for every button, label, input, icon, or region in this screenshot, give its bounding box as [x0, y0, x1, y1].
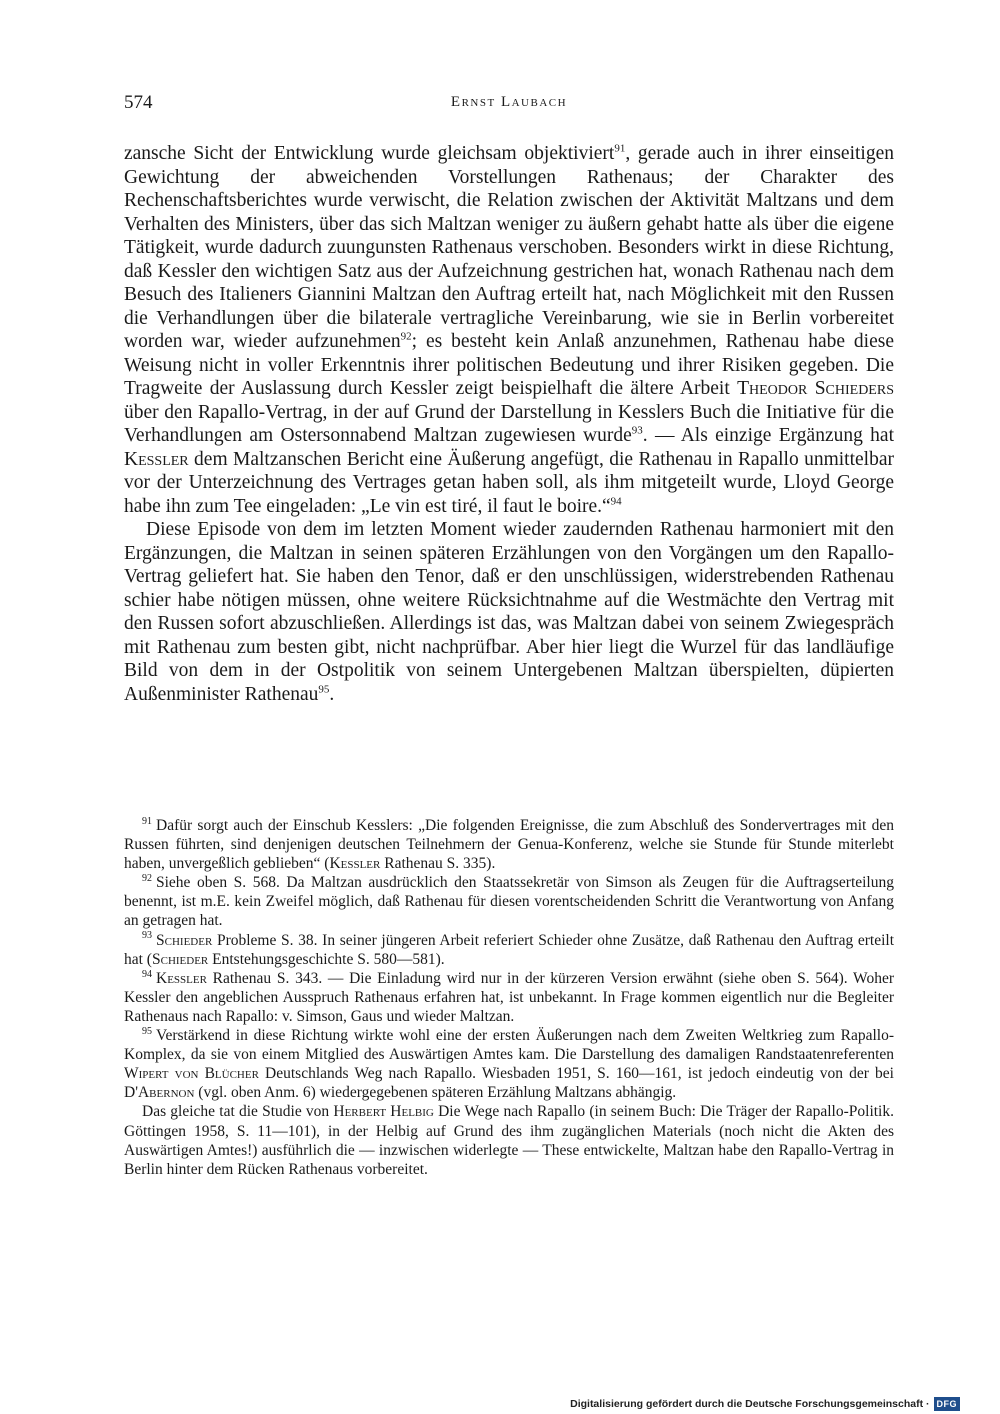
- credit-text: Digitalisierung gefördert durch die Deutsche Forschungsgemeinschaft ·: [570, 1398, 930, 1410]
- footnote-ref-92[interactable]: 92: [400, 330, 412, 343]
- dfg-logo-icon: DFG: [934, 1397, 961, 1411]
- footnote-ref-93[interactable]: 93: [631, 424, 643, 437]
- paragraph-2: Diese Episode von dem im letzten Moment wieder zaudernden Rathenau harmoniert mit den Ergänzungen, die Maltzan in seinen späteren Erzählungen von den Vorgängen um den Rapallo-Vertrag geliefert hat. Sie haben den Tenor, daß er den unschlüssigen, widerstrebenden Rathenau schier habe nötigen müssen, ohne weitere Rücksichtnahme auf die Westmächte den Vertrag mit den Russen sofort abzuschließen. Allerdings ist das, was Maltzan dabei von seinem Zwiegespräch mit Rathenau zum besten gibt, nicht nachprüfbar. Aber hier liegt die Wurzel für das landläufige Bild von dem in der Ostpolitik von seinem Untergebenen Maltzan überspielten, düpierten Außenminister Rathenau$^{95}$.: [124, 519, 894, 705]
- author-name: Kessler: [124, 448, 189, 470]
- digitization-credit: [570, 1396, 960, 1412]
- running-head: Ernst Laubach: [450, 94, 568, 110]
- page-header: [124, 92, 894, 120]
- footnote-ref-95[interactable]: 95: [318, 683, 330, 695]
- footnote-95: $^{95}$ Verstärkend in diese Richtung wirkte wohl eine der ersten Äußerungen nach dem Zweiten Weltkrieg zum Rapallo-Komplex, da sie von einem Mitglied des Auswärtigen Amtes kam. Die Darstellung des damaligen Randstaatenreferenten Wipert von Blücher Deutschlands Weg nach Rapallo. Wiesbaden 1951, S. 160—161, ist jedoch eindeutig von der bei D'Abernon (vgl. oben Anm. 6) wiedergegebenen späteren Erzählung Maltzans abhängig.: [124, 1025, 894, 1102]
- paragraph-1: zansche Sicht der Entwicklung wurde gleichsam objektiviert$^{91}$, gerade auch in ihrer einseitigen Gewichtung der abweichenden Vorstellungen Rathenaus; der Charakter des Rechenschaftsberichtes wurde verwischt, die Relation zwischen der Aktivität Maltzans und dem Verhalten des Ministers, über das sich Maltzan weniger zu äußern gehabt hatte als über die eigene Tätigkeit, wurde dadurch zuungunsten Rathenaus verschoben. Besonders wirkt in diese Richtung, daß Kessler den wichtigen Satz aus der Aufzeichnung gestrichen hat, wonach Rathenau nach dem Besuch des Italieners Giannini Maltzan den Auftrag erteilt hat, nach Möglichkeit mit den Russen die Verhandlungen über die bilaterale vertragliche Vereinbarung, wie sie in Berlin vorbereitet worden war, wieder aufzunehmen$^{92}$; es besteht kein Anlaß anzunehmen, Rathenau habe diese Weisung nicht in voller Erkenntnis ihrer politischen Bedeutung und ihrer Risiken gegeben. Die Tragweite der Auslassung durch Kessler zeigt beispielhaft die ältere Arbeit Theodor Schieders über den Rapallo-Vertrag, in der auf Grund der Darstellung in Kesslers Buch die Initiative für die Verhandlungen am Ostersonnabend Maltzan zugewiesen wurde$^{93}$. — Als einzige Ergänzung hat Kessler dem Maltzanschen Bericht eine Äußerung angefügt, die Rathenau in Rapallo unmittelbar vor der Unterzeichnung des Vertrages getan haben soll, als ihm mitgeteilt wurde, Lloyd George habe ihn zum Tee eingeladen: „Le vin est tiré, il faut le boire.“$^{94}$: [124, 142, 894, 517]
- footnote-ref-94[interactable]: 94: [610, 495, 622, 507]
- footnote-ref-91[interactable]: 91: [614, 142, 626, 155]
- footnote-94: $^{94}$ Kessler Rathenau S. 343. — Die Einladung wird nur in der kürzeren Version erwähnt (siehe oben S. 564). Woher Kessler den angeblichen Ausspruch Rathenaus erfahren hat, ist unbekannt. In Frage kommen eigentlich nur die Begleiter Rathenaus nach Rapallo: v. Simson, Gaus und wieder Maltzan.: [124, 968, 894, 1025]
- footnote-95-continuation: Das gleiche tat die Studie von Herbert Helbig Die Wege nach Rapallo (in seinem Buch: Die Träger der Rapallo-Politik. Göttingen 1958, S. 11—101), in der Helbig auf Grund des ihm zugänglichen Materials (noch nicht die Akten des Auswärtigen Amtes!) ausführlich die — inzwischen widerlegte — These entwickelte, Maltzan habe den Rapallo-Vertrag in Berlin hinter dem Rücken Rathenaus vorbereitet.: [124, 1103, 894, 1178]
- footnote-93: $^{93}$ Schieder Probleme S. 38. In seiner jüngeren Arbeit referiert Schieder ohne Zusätze, daß Rathenau den Auftrag erteilt hat (Schieder Entstehungsgeschichte S. 580—581).: [124, 930, 894, 968]
- footnote-92: $^{92}$ Siehe oben S. 568. Da Maltzan ausdrücklich den Staatssekretär von Simson als Zeugen für die Auftragserteilung benennt, ist m.E. kein Zweifel möglich, daß Rathenau für diesen vorentscheidenden Schritt die Verantwortung von Anfang an getragen hat.: [124, 873, 894, 930]
- main-text: [124, 142, 894, 706]
- footnotes: [124, 816, 894, 1179]
- author-name: Theodor Schieders: [737, 378, 894, 399]
- page-number: 574: [124, 92, 153, 113]
- footnote-91: $^{91}$ Dafür sorgt auch der Einschub Kesslers: „Die folgenden Ereignisse, die zum Abschluß des Sondervertrages mit den Russen führten, sind denjenigen deutschen Teilnehmern der Genua-Konferenz, welche sie Stunde für Stunde miterlebt haben, unvergeßlich geblieben“ (Kessler Rathenau S. 335).: [124, 815, 894, 873]
